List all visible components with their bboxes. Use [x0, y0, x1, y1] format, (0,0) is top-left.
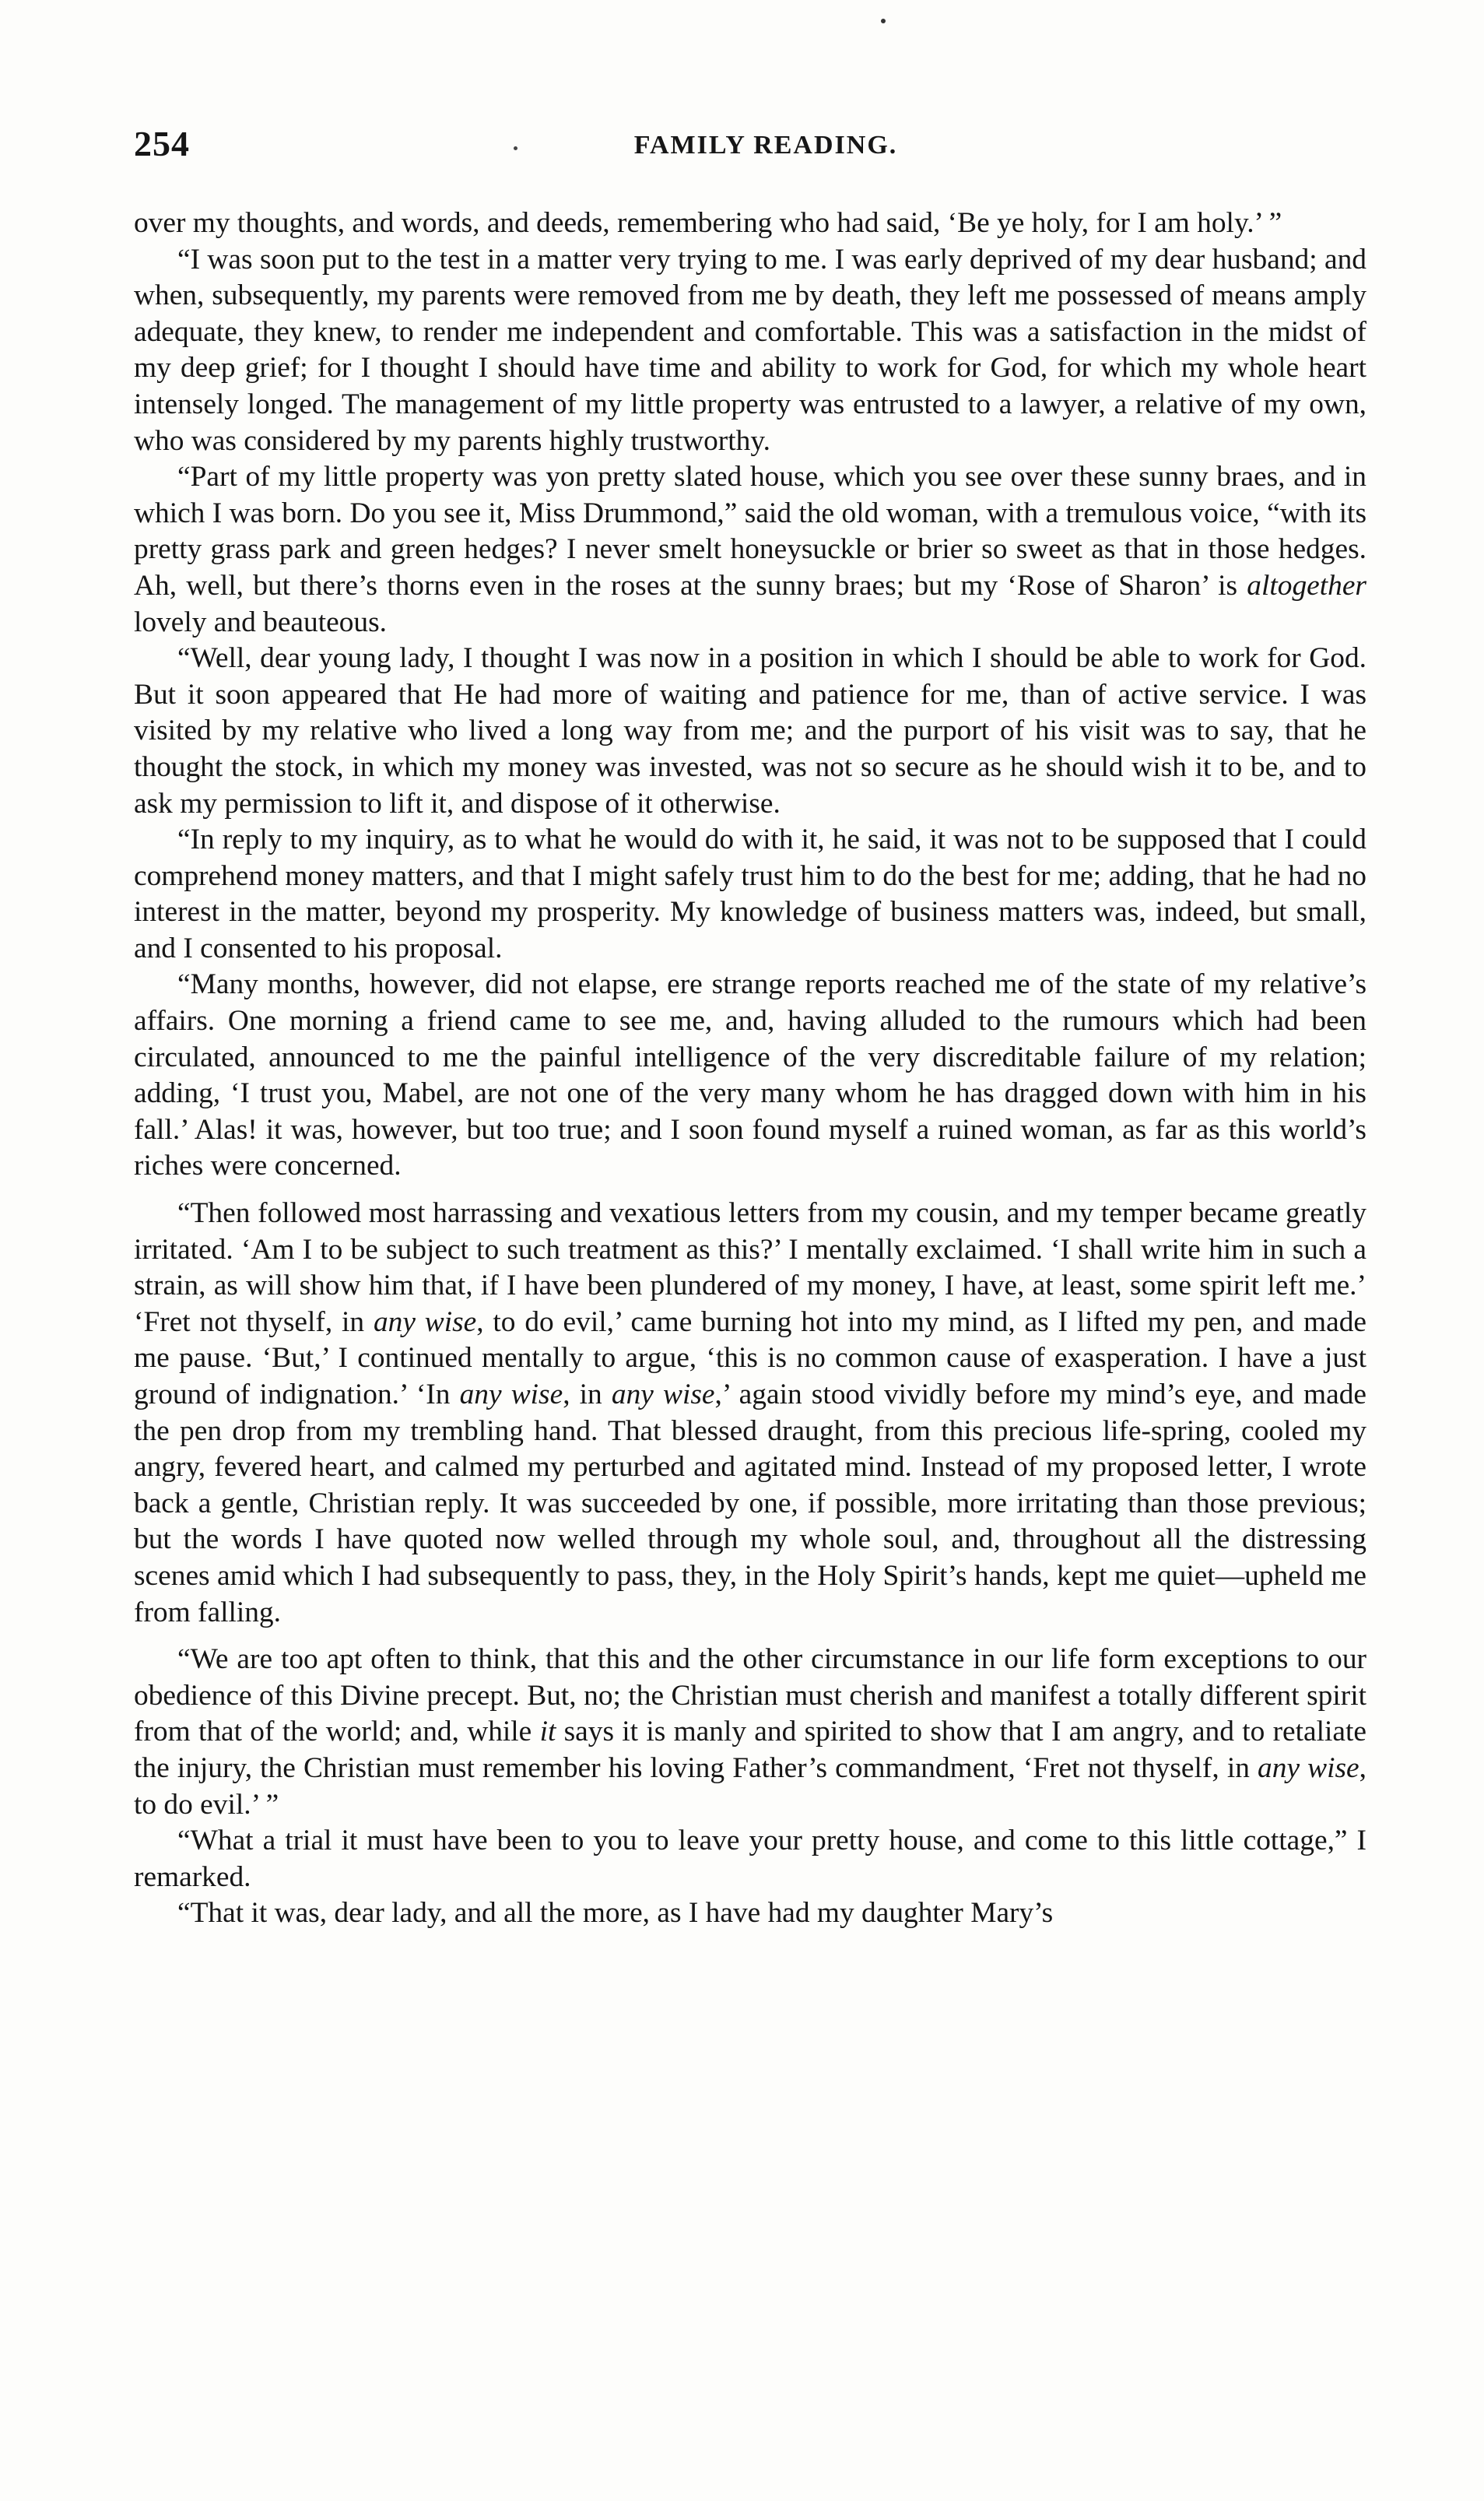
- paragraph-continued: [134, 205, 1366, 242]
- italic-text: any wise: [373, 1305, 477, 1338]
- text-run: “Then followed most harrassing and vexatious letters from my cousin, and my temper became greatly irritated. ‘Am I to be subject to such treatment as this?’ I mentally exclaimed. ‘I shall write him in such a strain, as will show him that, if I have been plundered of my money, I have, at least, some spirit left me.’ ‘Fret not thyself, in: [134, 1197, 1366, 1338]
- paragraph: [134, 1642, 1366, 1823]
- text-run: “Many months, however, did not elapse, ere strange reports reached me of the state of my relative’s affairs. One morning a friend came to see me, and, having alluded to the rumours which had been circulated, announced to me the painful intelligence of the very discreditable failure of my relation; adding, ‘I trust you, Mabel, are not one of the very many whom he has dragged down with him in his fall.’ Alas! it was, however, but too true; and I soon found myself a ruined woman, as far as this world’s riches were concerned.: [134, 968, 1366, 1182]
- italic-text: altogether: [1247, 569, 1366, 602]
- text-run: , to do evil.’ ”: [134, 1751, 1366, 1821]
- paragraph: [134, 641, 1366, 822]
- paragraph: [134, 967, 1366, 1185]
- text-run: “We are too apt often to think, that this and the other circumstance in our life form exceptions to our obedience of this Divine precept. But, no; the Christian must cherish and manifest a totally different spirit from that of the world; and, while: [134, 1643, 1366, 1748]
- text-run: over my thoughts, and words, and deeds, remembering who had said, ‘Be ye holy, for I am holy.’ ”: [134, 207, 1282, 239]
- paragraph: [134, 1895, 1366, 1932]
- italic-text: any wise: [1258, 1751, 1359, 1784]
- body-text: [134, 205, 1366, 1932]
- text-run: , to do evil,’ came burning hot into my mind, as I lifted my pen, and made me pause. ‘But,’ I continued mentally to argue, ‘this is no common cause of exasperation. I have a just ground of indignation.’ ‘In: [134, 1305, 1366, 1410]
- italic-text: any wise: [611, 1379, 715, 1410]
- text-run: says it is manly and spirited to show that I am angry, and to retaliate the injury, the Christian must remember his loving Father’s commandment, ‘Fret not thyself, in: [134, 1716, 1366, 1784]
- text-run: ,’ again stood vividly before my mind’s eye, and made the pen drop from my trembling hand. That blessed draught, from this precious life-spring, cooled my angry, fevered heart, and calmed my perturbed and agitated mind. Instead of my proposed letter, I wrote back a gentle, Christian reply. It was succeeded by one, if possible, more irritating than those previous; but the words I have quoted now welled through my whole soul, and, throughout all the distressing scenes amid which I had subsequently to pass, they, in the Holy Spirit’s hands, kept me quiet—upheld me from falling.: [134, 1379, 1366, 1628]
- paragraph: [134, 459, 1366, 641]
- paragraph: [134, 1196, 1366, 1631]
- text-run: lovely and beauteous.: [134, 606, 387, 638]
- text-run: “In reply to my inquiry, as to what he would do with it, he said, it was not to be supposed that I could comprehend money matters, and that I might safely trust him to do the best for me; adding, that he had no interest in the matter, beyond my prosperity. My knowledge of business matters was, indeed, but small, and I consented to his proposal.: [134, 824, 1366, 964]
- page-number: 254: [134, 124, 190, 163]
- running-title: FAMILY READING.: [633, 131, 898, 160]
- italic-text: any wise: [459, 1379, 563, 1410]
- text-run: “What a trial it must have been to you to leave your pretty house, and come to this little cottage,” I remarked.: [134, 1825, 1366, 1893]
- paragraph: [134, 822, 1366, 967]
- ink-speck: [881, 19, 886, 23]
- text-run: “Part of my little property was yon pretty slated house, which you see over these sunny braes, and in which I was born. Do you see it, Miss Drummond,” said the old woman, with a tremulous voice, “with its pretty grass park and green hedges? I never smelt honeysuckle or brier so sweet as that in those hedges. Ah, well, but there’s thorns even in the roses at the sunny braes; but my ‘Rose of Sharon’ is: [134, 461, 1366, 602]
- text-run: “Well, dear young lady, I thought I was now in a position in which I should be able to work for God. But it soon appeared that He had more of waiting and patience for me, than of active service. I was visited by my relative who lived a long way from me; and the purport of his visit was to say, that he thought the stock, in which my money was invested, was not so secure as he should wish it to be, and to ask my permission to lift it, and dispose of it otherwise.: [134, 642, 1366, 820]
- text-run: , in: [563, 1379, 612, 1410]
- paragraph: [134, 1823, 1366, 1895]
- page-header: [134, 123, 1366, 170]
- text-run: “That it was, dear lady, and all the more, as I have had my daughter Mary’s: [177, 1897, 1054, 1930]
- paragraph: [134, 242, 1366, 460]
- italic-text: it: [539, 1716, 556, 1748]
- text-run: “I was soon put to the test in a matter very trying to me. I was early deprived of my dear husband; and when, subsequently, my parents were removed from me by death, they left me possessed of means amply adequate, they knew, to render me independent and comfortable. This was a satisfaction in the midst of my deep grief; for I thought I should have time and ability to work for God, for which my whole heart intensely longed. The management of my little property was entrusted to a lawyer, a relative of my own, who was considered by my parents highly trustworthy.: [134, 243, 1366, 457]
